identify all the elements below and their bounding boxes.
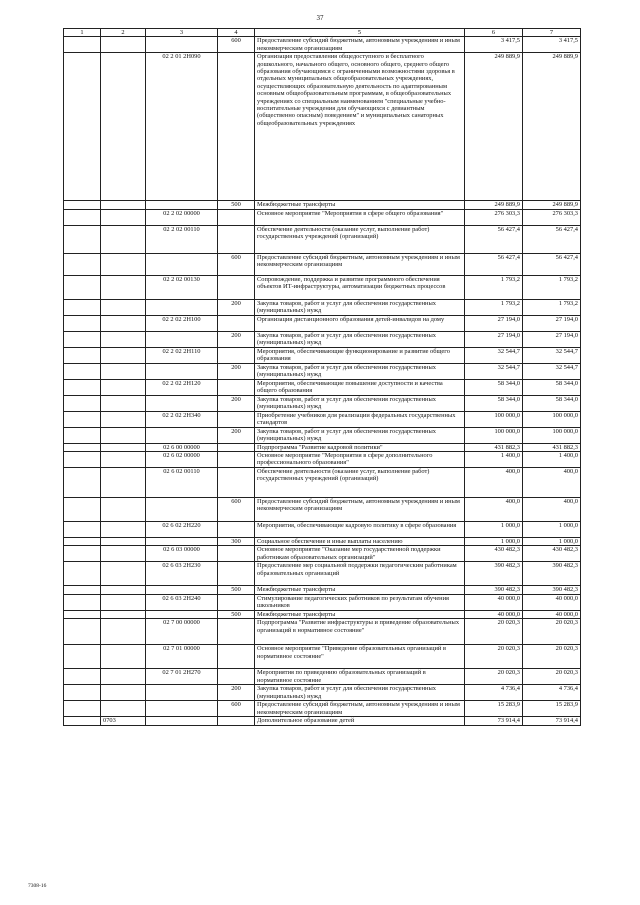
cell-c2 [101,685,146,701]
cell-c7: 390 482,3 [523,562,581,586]
table-row [64,468,581,498]
cell-c7: 40 000,0 [523,610,581,618]
table-row [64,363,581,379]
cell-c5: Предоставление субсидий бюджетным, автономным учреждениям и иным некоммерческим организациям [255,498,465,522]
cell-c7: 32 544,7 [523,347,581,363]
cell-c6: 390 482,3 [465,562,523,586]
cell-c3: 02 2 02 00110 [146,225,218,253]
cell-c3 [146,427,218,443]
cell-c7: 100 000,0 [523,411,581,427]
cell-c7: 73 914,4 [523,717,581,725]
cell-c5: Обеспечение деятельности (оказание услуг, выполнение работ) государственных учреждений (организаций) [255,468,465,498]
header-cell: 5 [255,29,465,37]
cell-c3 [146,299,218,315]
header-cell: 6 [465,29,523,37]
cell-c4 [218,717,255,725]
cell-c7: 1 000,0 [523,522,581,538]
cell-c2 [101,443,146,451]
cell-c4 [218,468,255,498]
cell-c4: 600 [218,701,255,717]
cell-c7: 56 427,4 [523,225,581,253]
cell-c1 [64,443,101,451]
cell-c2 [101,538,146,546]
cell-c4: 200 [218,395,255,411]
cell-c6: 1 793,2 [465,275,523,299]
cell-c3: 02 6 03 00000 [146,546,218,562]
table-row [64,443,581,451]
cell-c5: Организация дистанционного образования детей-инвалидов на дому [255,315,465,331]
cell-c5: Мероприятия, обеспечивающие повышение доступности и качества общего образования [255,379,465,395]
cell-c2 [101,395,146,411]
table-row [64,645,581,669]
cell-c6: 73 914,4 [465,717,523,725]
cell-c7: 56 427,4 [523,253,581,275]
table-row [64,411,581,427]
cell-c3 [146,701,218,717]
cell-c4: 600 [218,253,255,275]
cell-c2 [101,315,146,331]
cell-c7: 15 283,9 [523,701,581,717]
cell-c2 [101,379,146,395]
cell-c3: 02 2 01 2Н090 [146,53,218,201]
cell-c4: 200 [218,331,255,347]
table-row [64,669,581,685]
table-row [64,586,581,594]
cell-c4 [218,546,255,562]
cell-c1 [64,610,101,618]
cell-c7: 400,0 [523,468,581,498]
cell-c2 [101,331,146,347]
cell-c7: 276 303,3 [523,209,581,225]
table-row [64,275,581,299]
cell-c1 [64,225,101,253]
cell-c5: Подпрограмма "Развитие инфраструктуры и приведение образовательных организаций в нормативное состояние" [255,619,465,645]
cell-c4: 500 [218,201,255,209]
cell-c4 [218,315,255,331]
cell-c7: 390 482,3 [523,586,581,594]
cell-c1 [64,468,101,498]
cell-c2 [101,363,146,379]
cell-c7: 58 344,0 [523,379,581,395]
cell-c6: 1 793,2 [465,299,523,315]
cell-c6: 56 427,4 [465,225,523,253]
table-row [64,594,581,610]
cell-c4 [218,411,255,427]
cell-c2 [101,468,146,498]
cell-c4 [218,619,255,645]
cell-c7: 58 344,0 [523,395,581,411]
cell-c1 [64,562,101,586]
cell-c3: 02 6 03 2Н240 [146,594,218,610]
cell-c4 [218,209,255,225]
cell-c1 [64,275,101,299]
cell-c4 [218,53,255,201]
cell-c6: 20 020,3 [465,619,523,645]
cell-c1 [64,645,101,669]
cell-c1 [64,315,101,331]
cell-c1 [64,427,101,443]
cell-c7: 249 889,9 [523,53,581,201]
cell-c5: Закупка товаров, работ и услуг для обеспечения государственных (муниципальных) нужд [255,685,465,701]
cell-c2 [101,610,146,618]
cell-c7: 27 194,0 [523,315,581,331]
cell-c5: Обеспечение деятельности (оказание услуг, выполнение работ) государственных учреждений (организаций) [255,225,465,253]
cell-c5: Закупка товаров, работ и услуг для обеспечения государственных (муниципальных) нужд [255,427,465,443]
table-row [64,717,581,725]
cell-c6: 1 000,0 [465,522,523,538]
cell-c2 [101,299,146,315]
cell-c3 [146,37,218,53]
cell-c7: 100 000,0 [523,427,581,443]
cell-c2 [101,562,146,586]
cell-c5: Межбюджетные трансферты [255,201,465,209]
cell-c5: Мероприятия, обеспечивающие функционирование и развитие общего образования [255,347,465,363]
cell-c7: 27 194,0 [523,331,581,347]
cell-c7: 40 000,0 [523,594,581,610]
cell-c1 [64,299,101,315]
cell-c7: 4 736,4 [523,685,581,701]
cell-c3 [146,331,218,347]
cell-c4: 200 [218,363,255,379]
cell-c6: 400,0 [465,468,523,498]
cell-c6: 1 000,0 [465,538,523,546]
cell-c5: Основное мероприятие "Мероприятия в сфере общего образования" [255,209,465,225]
table-row [64,427,581,443]
cell-c5: Основное мероприятие "Мероприятия в сфере дополнительного профессионального образования" [255,452,465,468]
cell-c2 [101,37,146,53]
table-row [64,209,581,225]
cell-c1 [64,538,101,546]
cell-c1 [64,363,101,379]
cell-c2 [101,275,146,299]
cell-c5: Предоставление мер социальной поддержки педагогическим работникам образовательных организаций [255,562,465,586]
cell-c4 [218,452,255,468]
header-cell: 2 [101,29,146,37]
cell-c2 [101,452,146,468]
cell-c6: 276 303,3 [465,209,523,225]
table-row [64,299,581,315]
cell-c1 [64,37,101,53]
cell-c3: 02 7 01 00000 [146,645,218,669]
budget-table [63,28,581,726]
cell-c1 [64,586,101,594]
cell-c3 [146,538,218,546]
table-row [64,546,581,562]
table-row [64,452,581,468]
cell-c2 [101,498,146,522]
cell-c5: Основное мероприятие "Приведение образовательных организаций в нормативное состояние" [255,645,465,669]
header-cell: 4 [218,29,255,37]
table-row [64,225,581,253]
cell-c4: 200 [218,427,255,443]
cell-c1 [64,669,101,685]
table-row [64,562,581,586]
cell-c7: 1 793,2 [523,275,581,299]
cell-c1 [64,253,101,275]
header-cell: 7 [523,29,581,37]
cell-c6: 20 020,3 [465,645,523,669]
cell-c3: 02 7 01 2Н270 [146,669,218,685]
cell-c7: 32 544,7 [523,363,581,379]
cell-c5: Межбюджетные трансферты [255,610,465,618]
cell-c5: Закупка товаров, работ и услуг для обеспечения государственных (муниципальных) нужд [255,331,465,347]
cell-c7: 1 793,2 [523,299,581,315]
cell-c4 [218,645,255,669]
footer-code: 7308-16 [28,883,47,889]
cell-c3 [146,717,218,725]
cell-c4: 600 [218,37,255,53]
cell-c2 [101,669,146,685]
cell-c7: 1 000,0 [523,538,581,546]
cell-c2 [101,225,146,253]
cell-c4: 600 [218,498,255,522]
header-cell: 1 [64,29,101,37]
cell-c3: 02 7 00 00000 [146,619,218,645]
cell-c5: Дополнительное образование детей [255,717,465,725]
cell-c3 [146,253,218,275]
cell-c7: 20 020,3 [523,669,581,685]
cell-c5: Приобретение учебников для реализации федеральных государственных стандартов [255,411,465,427]
table-row [64,685,581,701]
cell-c6: 20 020,3 [465,669,523,685]
cell-c5: Подпрограмма "Развитие кадровой политики" [255,443,465,451]
cell-c7: 3 417,5 [523,37,581,53]
cell-c1 [64,201,101,209]
cell-c1 [64,594,101,610]
cell-c5: Стимулирование педагогических работников по результатам обучения школьников [255,594,465,610]
cell-c1 [64,701,101,717]
cell-c6: 4 736,4 [465,685,523,701]
table-row [64,201,581,209]
cell-c1 [64,379,101,395]
table-row [64,538,581,546]
table-row [64,53,581,201]
cell-c5: Предоставление субсидий бюджетным, автономным учреждениям и иным некоммерческим организациям [255,701,465,717]
cell-c5: Закупка товаров, работ и услуг для обеспечения государственных (муниципальных) нужд [255,363,465,379]
cell-c4: 200 [218,685,255,701]
cell-c7: 249 889,9 [523,201,581,209]
cell-c2 [101,253,146,275]
cell-c2 [101,347,146,363]
cell-c5: Закупка товаров, работ и услуг для обеспечения государственных (муниципальных) нужд [255,395,465,411]
cell-c2 [101,201,146,209]
cell-c7: 430 482,3 [523,546,581,562]
cell-c6: 400,0 [465,498,523,522]
cell-c2 [101,53,146,201]
cell-c3: 02 6 02 00000 [146,452,218,468]
cell-c4 [218,443,255,451]
cell-c1 [64,619,101,645]
table-row [64,379,581,395]
cell-c2 [101,522,146,538]
cell-c2 [101,619,146,645]
cell-c7: 20 020,3 [523,619,581,645]
cell-c1 [64,411,101,427]
cell-c7: 400,0 [523,498,581,522]
cell-c3: 02 6 02 00110 [146,468,218,498]
cell-c6: 27 194,0 [465,331,523,347]
cell-c7: 431 882,3 [523,443,581,451]
cell-c6: 100 000,0 [465,411,523,427]
page-number: 37 [316,14,324,22]
cell-c7: 1 400,0 [523,452,581,468]
cell-c2 [101,701,146,717]
cell-c5: Предоставление субсидий бюджетным, автономным учреждениям и иным некоммерческим организациям [255,253,465,275]
table-row [64,331,581,347]
cell-c5: Сопровождение, поддержка и развитие программного обеспечения объектов ИТ-инфраструктуры, автоматизации бюджетных процессов [255,275,465,299]
cell-c4: 500 [218,610,255,618]
header-row [64,29,581,37]
cell-c6: 249 889,9 [465,53,523,201]
cell-c2 [101,427,146,443]
cell-c4 [218,379,255,395]
cell-c5: Предоставление субсидий бюджетным, автономным учреждениям и иным некоммерческим организациям [255,37,465,53]
table-row [64,315,581,331]
table-row [64,37,581,53]
cell-c1 [64,209,101,225]
cell-c6: 100 000,0 [465,427,523,443]
cell-c6: 27 194,0 [465,315,523,331]
cell-c3: 02 2 02 00000 [146,209,218,225]
cell-c5: Закупка товаров, работ и услуг для обеспечения государственных (муниципальных) нужд [255,299,465,315]
cell-c5: Социальное обеспечение и иные выплаты населению [255,538,465,546]
cell-c1 [64,717,101,725]
cell-c6: 40 000,0 [465,594,523,610]
table-row [64,498,581,522]
cell-c1 [64,347,101,363]
cell-c4: 300 [218,538,255,546]
cell-c3: 02 6 03 2Н230 [146,562,218,586]
cell-c5: Межбюджетные трансферты [255,586,465,594]
cell-c5: Мероприятия по приведению образовательных организаций в нормативное состояние [255,669,465,685]
cell-c2 [101,411,146,427]
cell-c1 [64,53,101,201]
cell-c4 [218,522,255,538]
cell-c3: 02 2 02 2Н100 [146,315,218,331]
cell-c4 [218,562,255,586]
table-row [64,701,581,717]
cell-c3 [146,586,218,594]
cell-c1 [64,685,101,701]
cell-c2 [101,546,146,562]
cell-c2 [101,209,146,225]
cell-c1 [64,522,101,538]
cell-c6: 40 000,0 [465,610,523,618]
cell-c2 [101,594,146,610]
cell-c3 [146,201,218,209]
cell-c3 [146,363,218,379]
table-row [64,253,581,275]
cell-c1 [64,546,101,562]
cell-c3 [146,498,218,522]
table-row [64,522,581,538]
cell-c6: 32 544,7 [465,347,523,363]
cell-c4 [218,594,255,610]
cell-c3 [146,395,218,411]
cell-c6: 15 283,9 [465,701,523,717]
cell-c4 [218,225,255,253]
cell-c5: Основное мероприятие "Оказание мер государственной поддержки работникам образовательных организаций" [255,546,465,562]
cell-c5: Организация предоставления общедоступного и бесплатного дошкольного, начального общего, основного общего, среднего общего образования обучающимся с ограниченными возможностями здоровья в отдельных муниципальных общеобразовательных учреждениях, осуществляющих образовательную деятельность по адаптированным основным общеобразовательным программам, в общеобразовательных учреждениях со специальным наименованием "специальные учебно-воспитательные учреждения для обучающихся с девиантным (общественно опасным) поведением" и муниципальных санаторных общеобразовательных учреждениях [255,53,465,201]
cell-c1 [64,498,101,522]
cell-c6: 249 889,9 [465,201,523,209]
table-row [64,395,581,411]
cell-c6: 1 400,0 [465,452,523,468]
cell-c3: 02 2 02 2Н120 [146,379,218,395]
cell-c2 [101,645,146,669]
cell-c3 [146,685,218,701]
cell-c1 [64,395,101,411]
cell-c4 [218,669,255,685]
table-row [64,347,581,363]
cell-c6: 56 427,4 [465,253,523,275]
cell-c3 [146,610,218,618]
cell-c6: 390 482,3 [465,586,523,594]
cell-c4: 200 [218,299,255,315]
table-row [64,610,581,618]
cell-c6: 3 417,5 [465,37,523,53]
cell-c3: 02 6 00 00000 [146,443,218,451]
cell-c1 [64,331,101,347]
cell-c6: 32 544,7 [465,363,523,379]
cell-c6: 431 882,3 [465,443,523,451]
cell-c3: 02 2 02 2Н340 [146,411,218,427]
cell-c6: 58 344,0 [465,379,523,395]
cell-c1 [64,452,101,468]
cell-c3: 02 2 02 2Н110 [146,347,218,363]
table-row [64,619,581,645]
cell-c6: 430 482,3 [465,546,523,562]
cell-c6: 58 344,0 [465,395,523,411]
header-cell: 3 [146,29,218,37]
cell-c3: 02 6 02 2Н220 [146,522,218,538]
cell-c4 [218,275,255,299]
cell-c4: 500 [218,586,255,594]
cell-c7: 20 020,3 [523,645,581,669]
cell-c2 [101,586,146,594]
cell-c5: Мероприятия, обеспечивающие кадровую политику в сфере образования [255,522,465,538]
cell-c4 [218,347,255,363]
cell-c2: 0703 [101,717,146,725]
cell-c3: 02 2 02 00130 [146,275,218,299]
